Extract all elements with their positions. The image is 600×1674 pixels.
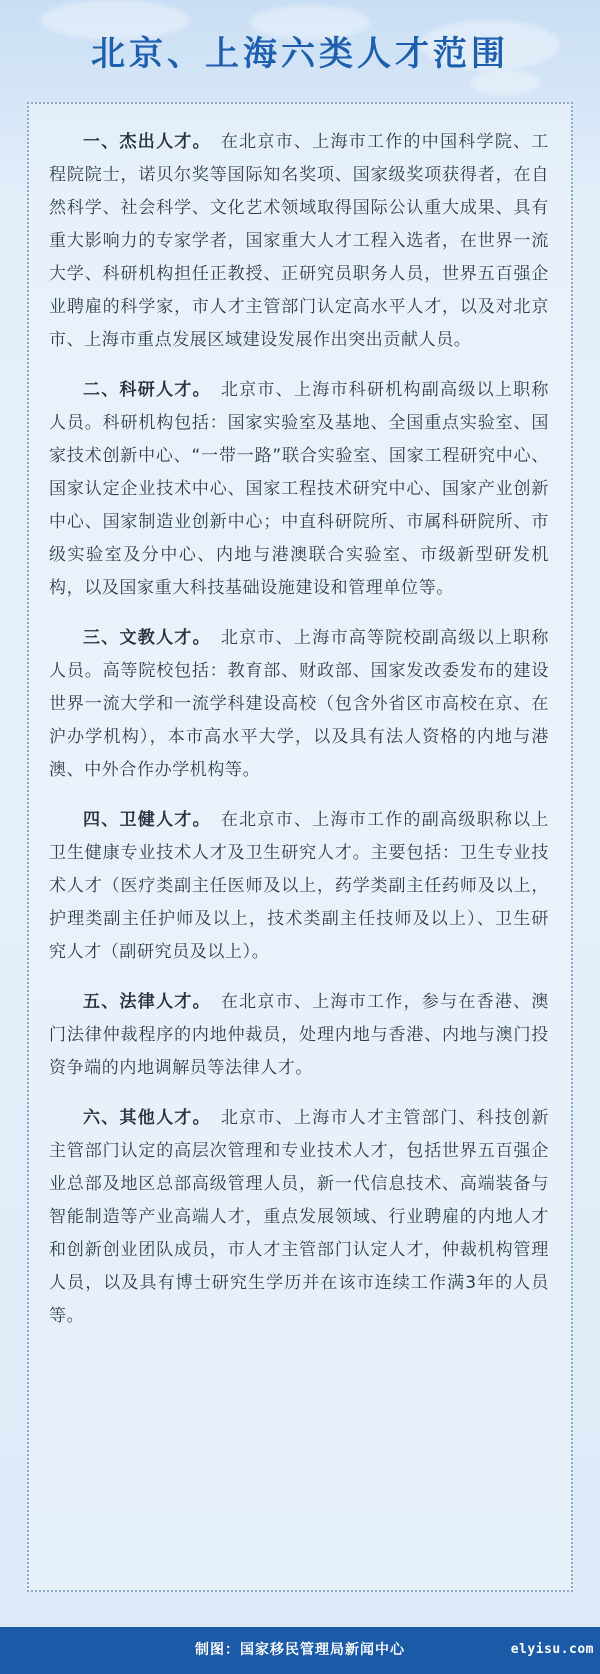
section-other-talent <box>49 1102 549 1333</box>
section-heading: 五、法律人才。 <box>83 992 211 1012</box>
section-text: 在北京市、上海市工作的中国科学院、工程院院士，诺贝尔奖等国际知名奖项、国家级奖项获得者，在自然科学、社会科学、文化艺术领域取得国际公认重大成果、具有重大影响力的专家学者，国家重大人才工程入选者，在世界一流大学、科研机构担任正教授、正研究员职务人员，世界五百强企业聘雇的科学家，市人才主管部门认定高水平人才，以及对北京市、上海市重点发展区域建设发展作出突出贡献人员。 <box>49 132 549 350</box>
section-text: 在北京市、上海市工作，参与在香港、澳门法律仲裁程序的内地仲裁员，处理内地与香港、内地与澳门投资争端的内地调解员等法律人才。 <box>49 992 549 1078</box>
section-outstanding-talent <box>49 126 549 357</box>
footer-credit: 制图：国家移民管理局新闻中心 <box>195 1642 405 1658</box>
section-heading: 四、卫健人才。 <box>83 810 211 830</box>
section-legal-talent <box>49 986 549 1085</box>
watermark: elyisu.com <box>510 1642 594 1657</box>
section-heading: 三、文教人才。 <box>83 628 211 648</box>
content-body <box>49 126 549 1350</box>
section-heading: 六、其他人才。 <box>83 1108 211 1128</box>
section-research-talent <box>49 374 549 605</box>
section-text: 北京市、上海市高等院校副高级以上职称人员。高等院校包括：教育部、财政部、国家发改委发布的建设世界一流大学和一流学科建设高校（包含外省区市高校在京、在沪办学机构），本市高水平大学，以及具有法人资格的内地与港澳、中外合作办学机构等。 <box>49 628 549 780</box>
section-education-talent <box>49 622 549 787</box>
section-heading: 一、杰出人才。 <box>83 132 211 152</box>
section-heading: 二、科研人才。 <box>83 380 211 400</box>
section-text: 在北京市、上海市工作的副高级职称以上卫生健康专业技术人才及卫生研究人才。主要包括：卫生专业技术人才（医疗类副主任医师及以上，药学类副主任药师及以上，护理类副主任护师及以上，技术类副主任技师及以上）、卫生研究人才（副研究员及以上）。 <box>49 810 549 962</box>
section-text: 北京市、上海市人才主管部门、科技创新主管部门认定的高层次管理和专业技术人才，包括世界五百强企业总部及地区总部高级管理人员，新一代信息技术、高端装备与智能制造等产业高端人才，重点发展领域、行业聘雇的内地人才和创新创业团队成员，市人才主管部门认定人才，仲裁机构管理人员，以及具有博士研究生学历并在该市连续工作满3年的人员等。 <box>49 1108 549 1326</box>
section-health-talent <box>49 804 549 969</box>
section-text: 北京市、上海市科研机构副高级以上职称人员。科研机构包括：国家实验室及基地、全国重点实验室、国家技术创新中心、“一带一路”联合实验室、国家工程研究中心、国家认定企业技术中心、国家工程技术研究中心、国家产业创新中心、国家制造业创新中心；中直科研院所、市属科研院所、市级实验室及分中心、内地与港澳联合实验室、市级新型研发机构，以及国家重大科技基础设施建设和管理单位等。 <box>49 380 549 598</box>
page-title: 北京、上海六类人才范围 <box>91 34 509 74</box>
